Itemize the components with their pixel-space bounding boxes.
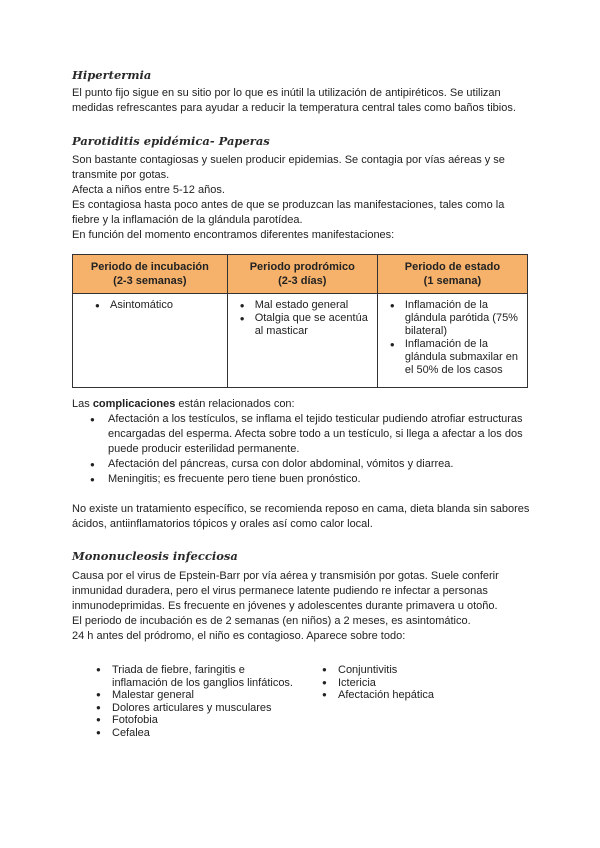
- heading-parotiditis: Parotiditis epidémica- Paperas: [72, 134, 270, 148]
- parotiditis-line: Son bastante contagiosas y suelen producir epidemias. Se contagia por vías aéreas y se transmite por gotas.: [72, 154, 505, 181]
- list-item: ● Inflamación de la glándula parótida (75% bilateral): [388, 299, 521, 338]
- header-title: Periodo de incubación: [90, 261, 209, 273]
- header-sub: (2-3 días): [278, 275, 327, 287]
- cell-estado: [377, 294, 527, 388]
- complicaciones-post: están relacionados con:: [178, 398, 295, 410]
- list-item: ● Triada de fiebre, faringitis e inflamación de los ganglios linfáticos.: [72, 664, 298, 689]
- list-item: ● Ictericia: [298, 677, 518, 690]
- list-item: ● Malestar general: [72, 689, 298, 702]
- complicaciones-bold: complicaciones: [92, 398, 176, 410]
- mononucleosis-line: 24 h antes del pródromo, el niño es contagioso. Aparece sobre todo:: [72, 630, 406, 642]
- manifestaciones-table: [72, 254, 528, 388]
- heading-hipertermia: Hipertermia: [72, 68, 152, 82]
- list-item: ● Afectación a los testículos, se inflama el tejido testicular pudiendo atrofiar estructuras encargadas del esperma. Afecta sobre todo a un testículo, si llega a afectar a los dos puede producir esterilidad permanente.: [72, 412, 532, 457]
- mononucleosis-intro: [72, 569, 532, 644]
- list-item: ● Cefalea: [72, 727, 298, 740]
- parotiditis-intro: [72, 153, 532, 243]
- document-page: [72, 68, 532, 739]
- mononucleosis-line: El periodo de incubación es de 2 semanas (en niños) a 2 meses, es asintomático.: [72, 615, 471, 627]
- cell-prodromico: [227, 294, 377, 388]
- table-row: [73, 294, 528, 388]
- list-item: ● Asintomático: [93, 299, 221, 312]
- heading-mononucleosis: Mononucleosis infecciosa: [72, 549, 238, 563]
- list-item: ● Otalgia que se acentúa al masticar: [238, 312, 371, 338]
- sintomas-list-1: [72, 664, 298, 739]
- list-item: ● Mal estado general: [238, 299, 371, 312]
- hipertermia-text: El punto fijo sigue en su sitio por lo que es inútil la utilización de antipiréticos. Se utilizan medidas refrescantes para ayudar a reducir la temperatura central tales como baños tibios.: [72, 87, 516, 114]
- complicaciones-intro: [72, 397, 532, 412]
- complicaciones-list: [72, 412, 532, 487]
- parotiditis-line: En función del momento encontramos diferentes manifestaciones:: [72, 229, 395, 241]
- table-header-row: [73, 255, 528, 294]
- list-item: ● Afectación del páncreas, cursa con dolor abdominal, vómitos y diarrea.: [72, 457, 532, 472]
- header-estado: [377, 255, 527, 294]
- header-sub: (1 semana): [423, 275, 482, 287]
- complicaciones-pre: Las: [72, 398, 90, 410]
- list-item: ● Dolores articulares y musculares: [72, 702, 298, 715]
- header-incubacion: [73, 255, 228, 294]
- list-item: ● Inflamación de la glándula submaxilar en el 50% de los casos: [388, 338, 521, 377]
- list-item: ● Afectación hepática: [298, 689, 518, 702]
- header-title: Periodo prodrómico: [249, 261, 355, 273]
- sintomas-columns: [72, 664, 532, 739]
- list-item: ● Conjuntivitis: [298, 664, 518, 677]
- tratamiento-text: No existe un tratamiento específico, se recomienda reposo en cama, dieta blanda sin sabores ácidos, antiinflamatorios tópicos y orales así como calor local.: [72, 503, 530, 530]
- list-item: ● Meningitis; es frecuente pero tiene buen pronóstico.: [72, 472, 532, 487]
- parotiditis-line: Afecta a niños entre 5-12 años.: [72, 184, 225, 196]
- cell-incubacion: [73, 294, 228, 388]
- header-title: Periodo de estado: [404, 261, 501, 273]
- mononucleosis-line: Causa por el virus de Epstein-Barr por vía aérea y transmisión por gotas. Suele conferir inmunidad duradera, pero el virus permanece latente pudiendo re infectar a personas inmunodeprimidas. Es frecuente en jóvenes y adolescentes durante primavera u otoño.: [72, 570, 499, 612]
- header-prodromico: [227, 255, 377, 294]
- parotiditis-line: Es contagiosa hasta poco antes de que se produzcan las manifestaciones, tales como la fiebre y la inflamación de la glándula parotídea.: [72, 199, 505, 226]
- sintomas-list-2: [298, 664, 518, 739]
- header-sub: (2-3 semanas): [113, 275, 187, 287]
- list-item: ● Fotofobia: [72, 714, 298, 727]
